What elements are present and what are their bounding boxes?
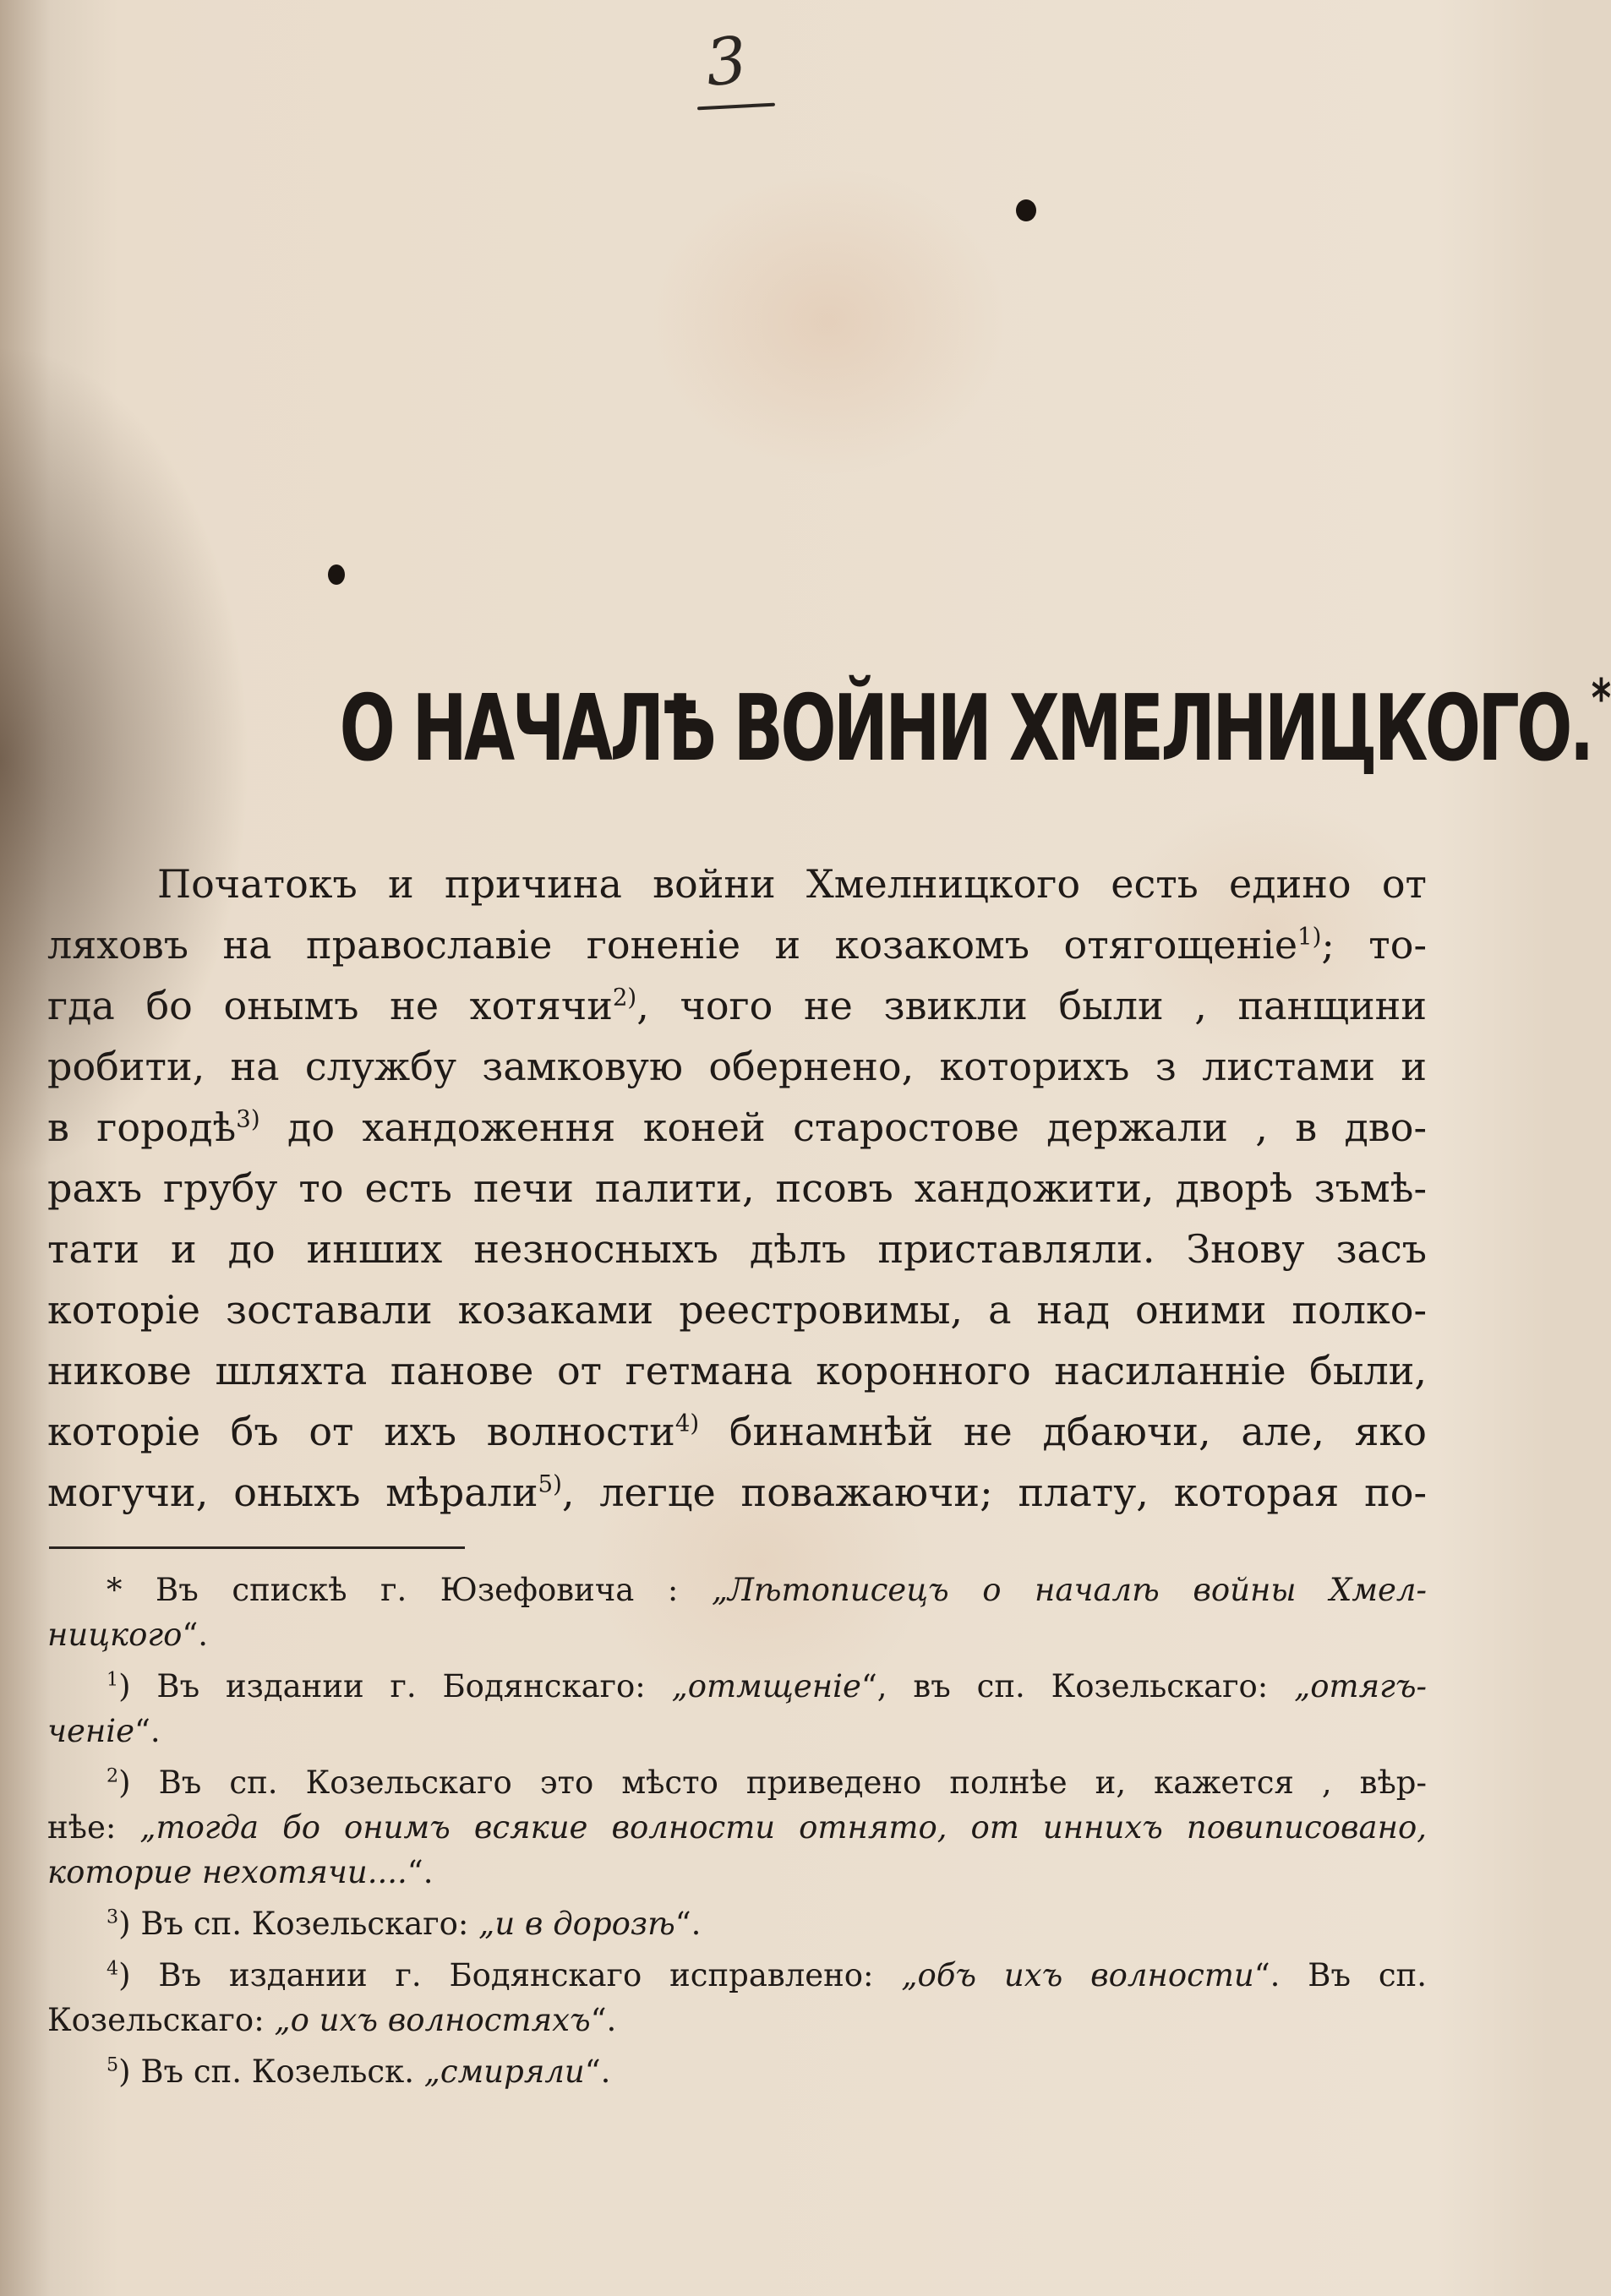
- text-segment: ченіе: [47, 1713, 135, 1749]
- text-segment: гда бо онымъ не хотячи: [47, 983, 613, 1028]
- body-line: [47, 1279, 1427, 1340]
- text-segment: ) Въ сп. Козельск.: [118, 2053, 424, 2090]
- footnote-ref: 4: [106, 1957, 119, 1980]
- text-segment: ; то-: [1321, 922, 1427, 968]
- text-segment: Козельскаго:: [47, 2002, 275, 2038]
- footnote-line: [47, 1612, 1427, 1657]
- text-segment: „смиряли: [423, 2053, 585, 2090]
- footnote-line: [47, 1850, 1427, 1895]
- footnote-separator: [49, 1546, 465, 1549]
- text-segment: “.: [674, 1906, 702, 1942]
- footnote-line: [47, 1568, 1427, 1612]
- footnote-ref: 2: [106, 1764, 119, 1787]
- footnote-ref: 1): [1297, 922, 1322, 951]
- text-segment: ) Въ сп. Козельскаго:: [118, 1906, 479, 1942]
- text-segment: * Въ спискѣ г. Юзефовича :: [106, 1572, 712, 1608]
- text-segment: “.: [134, 1713, 161, 1749]
- text-segment: до хандоження коней старостове держали , в дво-: [259, 1104, 1427, 1150]
- footnote-ref: 5: [106, 2053, 119, 2076]
- text-segment: ницкого: [47, 1617, 183, 1653]
- footnote-line: [47, 1998, 1427, 2042]
- text-segment: ляховъ на православіе гоненіе и козакомъ отягощеніе: [47, 922, 1298, 968]
- text-segment: ) Въ издании г. Бодянскаго исправлено:: [118, 1957, 902, 1993]
- text-segment: „тогда бо онимъ всякие волности отнято, от иннихъ повиписовано,: [139, 1809, 1427, 1846]
- text-segment: в городѣ: [47, 1104, 237, 1150]
- text-segment: “.: [182, 1617, 209, 1653]
- text-segment: “.: [407, 1854, 434, 1890]
- text-segment: “, въ сп. Козельскаго:: [860, 1668, 1295, 1704]
- text-segment: робити, на службу замковую обернено, которихъ з листами и: [47, 1044, 1427, 1089]
- text-segment: Початокъ и причина войни Хмелницкого есть едино от: [157, 861, 1427, 907]
- text-segment: „о ихъ волностяхъ: [274, 2002, 591, 2038]
- text-segment: могучи, оныхъ мѣрали: [47, 1470, 538, 1515]
- footnotes: [47, 1568, 1427, 2094]
- footnote-line: [47, 1709, 1427, 1753]
- text-segment: „Лѣтописецъ о началѣ войны Хмел-: [711, 1572, 1427, 1608]
- text-segment: которіе зоставали козаками реестровимы, а над оними полко-: [47, 1287, 1427, 1333]
- page-number-underline: [697, 103, 775, 111]
- body-line: [47, 1158, 1427, 1219]
- body-line: [47, 914, 1427, 975]
- text-segment: , чого не звикли были , панщини: [636, 983, 1427, 1028]
- body-line: [47, 1340, 1427, 1401]
- text-segment: „и в дорозѣ: [478, 1906, 675, 1942]
- text-segment: „отмщеніе: [671, 1668, 861, 1704]
- footnote-ref: 4): [674, 1409, 700, 1437]
- footnote-ref: 3: [106, 1906, 119, 1928]
- text-segment: нѣе:: [47, 1809, 140, 1846]
- body-line: [47, 1462, 1427, 1523]
- text-segment: которіе бъ от ихъ волности: [47, 1409, 675, 1454]
- ink-spot: [1016, 199, 1036, 221]
- text-segment: “.: [584, 2053, 611, 2090]
- text-segment: „объ ихъ волности: [901, 1957, 1254, 1993]
- text-segment: , легце поважаючи; плату, которая по-: [561, 1470, 1427, 1515]
- text-segment: бинамнѣй не дбаючи, але, яко: [699, 1409, 1428, 1454]
- body-line: [47, 1097, 1427, 1158]
- chapter-title-text: О НАЧАЛѢ ВОЙНИ ХМЕЛНИЦКОГО.: [339, 676, 1592, 782]
- text-segment: “. Въ сп.: [1253, 1957, 1427, 1993]
- footnote-line: [47, 1953, 1427, 1998]
- body-line: [47, 1401, 1427, 1462]
- footnote-ref: 5): [538, 1470, 562, 1498]
- text-segment: ) Въ сп. Козельскаго это мѣсто приведено полнѣе и, кажется , вѣр-: [118, 1764, 1427, 1801]
- body-line: [47, 975, 1427, 1036]
- page-number: 3: [702, 21, 751, 101]
- body-text: [47, 854, 1427, 1523]
- ink-spot: [328, 564, 345, 585]
- footnote-line: [47, 1664, 1427, 1709]
- footnote-line: [47, 1760, 1427, 1805]
- chapter-title: [339, 668, 1611, 782]
- body-line: [47, 854, 1427, 914]
- body-line: [47, 1219, 1427, 1279]
- text-segment: никове шляхта панове от гетмана коронного насиланніе были,: [47, 1348, 1427, 1393]
- footnote-ref: 3): [236, 1104, 260, 1133]
- footnote-ref: 1: [106, 1668, 119, 1691]
- title-footnote-mark: *: [1591, 668, 1611, 729]
- text-segment: “.: [590, 2002, 617, 2038]
- text-segment: „отягъ-: [1294, 1668, 1427, 1704]
- footnote-line: [47, 1805, 1427, 1850]
- text-segment: ) Въ издании г. Бодянскаго:: [118, 1668, 672, 1704]
- footnote-ref: 2): [612, 983, 637, 1012]
- footnote-line: [47, 2049, 1427, 2094]
- text-segment: тати и до инших незносныхъ дѣлъ приставляли. Знову засъ: [47, 1226, 1427, 1272]
- footnote-line: [47, 1901, 1427, 1946]
- text-segment: которие нехотячи....: [47, 1854, 407, 1890]
- text-segment: рахъ грубу то есть печи палити, псовъ хандожити, дворѣ зъмѣ-: [47, 1165, 1427, 1211]
- body-line: [47, 1036, 1427, 1097]
